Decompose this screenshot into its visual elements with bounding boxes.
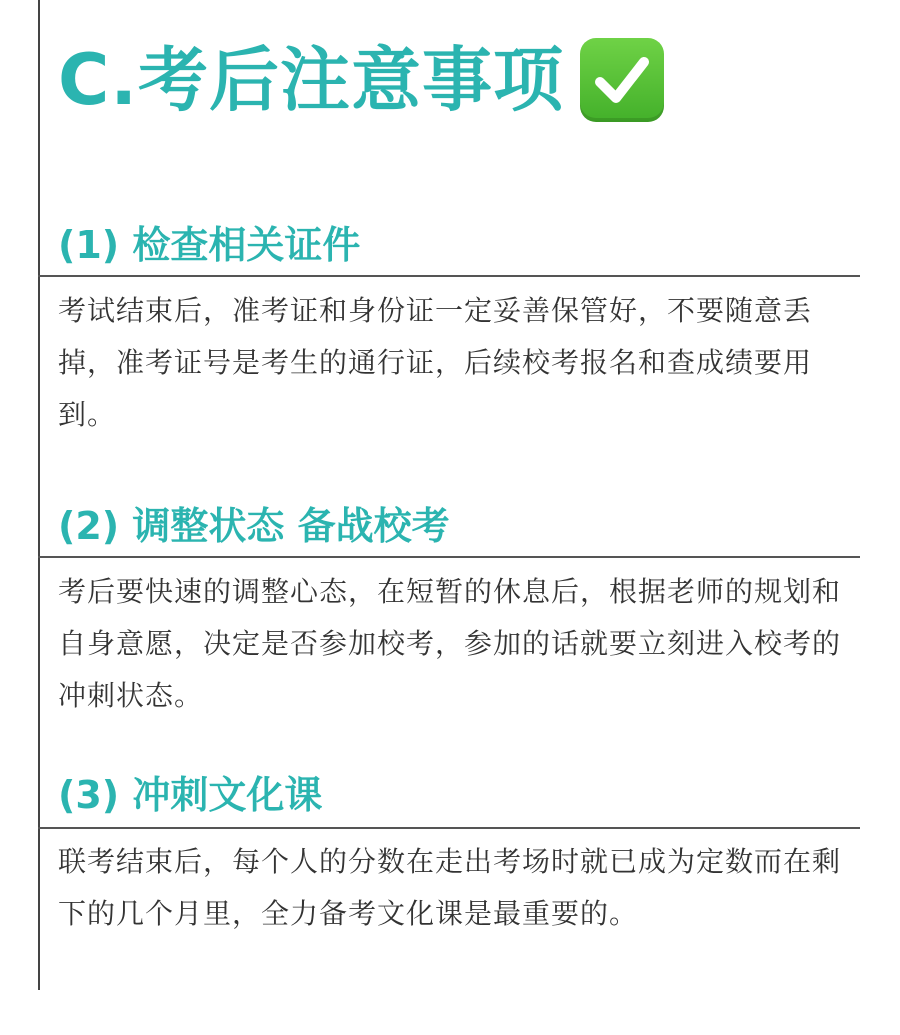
section-divider-3: [38, 827, 860, 829]
section-divider-2: [38, 556, 860, 558]
section-heading-1: (1) 检查相关证件: [58, 223, 361, 267]
section-body-3: 联考结束后，每个人的分数在走出考场时就已成为定数而在剩下的几个月里，全力备考文化课是最重要的。: [58, 845, 842, 930]
section-divider-1: [38, 275, 860, 277]
check-mark-button-icon: [580, 38, 664, 122]
left-border-line: [38, 0, 40, 990]
title-row: [58, 34, 664, 126]
section-heading-3: (3) 冲刺文化课: [58, 773, 323, 817]
section-body-2: 考后要快速的调整心态，在短暂的休息后，根据老师的规划和自身意愿，决定是否参加校考，参加的话就要立刻进入校考的冲刺状态。: [58, 575, 842, 712]
check-mark-glyph: [590, 48, 654, 112]
section-heading-2: (2) 调整状态 备战校考: [58, 504, 450, 548]
page-title: C.考后注意事项: [58, 39, 564, 121]
section-body-1: 考试结束后，准考证和身份证一定妥善保管好，不要随意丢掉，准考证号是考生的通行证，后续校考报名和查成绩要用到。: [58, 294, 813, 431]
